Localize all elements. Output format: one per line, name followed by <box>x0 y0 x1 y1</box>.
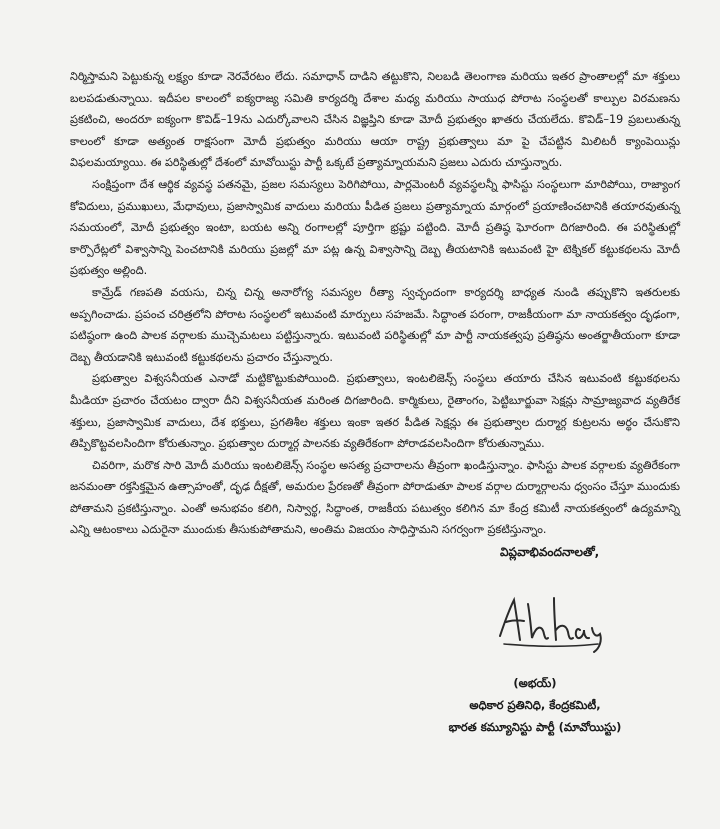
body-paragraph-2: సంక్షిప్తంగా దేశ ఆర్థిక వ్యవస్థ పతనమై, ప్రజల సమస్యలు పెరిగిపోయి, పార్లమెంటరీ వ్యవస్థలన్నీ ఫాసిస్టు సంస్థలుగా మారిపోయి, రాజ్యాంగ కోవిదులు, ప్రముఖులు, మేధావులు, ప్రజాస్వామిక వాదులు మరియు పీడిత ప్రజలు ప్రత్యామ్నాయ మార్గంలో ప్రయాణించటానికి తయారవుతున్న సమయంలో, మోదీ ప్రభుత్వం ఇంటా, బయట అన్ని రంగాలల్లో పూర్తిగా భ్రష్టు పట్టింది. మోదీ ప్రతిష్ఠ ఘోరంగా దిగజారింది. ఈ పరిస్థితుల్లో కార్పొరేట్లలో విశ్వాసాన్ని పెంచటానికి మరియు ప్రజల్లో మా పట్ల ఉన్న విశ్వాసాన్ని దెబ్బ తీయటానికి ఇటువంటి హై టెక్నికల్ కట్టుకథలను మోదీ ప్రభుత్వం అల్లింది. <box>70 177 680 278</box>
signatory-block <box>420 672 650 738</box>
body-paragraph-3: కామ్రేడ్ గణపతి వయసు, చిన్న చిన్న అనారోగ్య సమస్యల రీత్యా స్వచ్ఛందంగా కార్యదర్శి బాధ్యత నుండి తప్పుకొని ఇతరులకు అప్పగించాడు. ప్రపంచ చరిత్రలోని పోరాట సంస్థలలో ఇటువంటి మార్పులు సహజమే. సిద్ధాంత పరంగా, రాజకీయంగా మా నాయకత్వం దృఢంగా, పటిష్ఠంగా ఉంది పాలక వర్గాలకు ముచ్చెమటలు పట్టిస్తున్నారు. ఇటువంటి పరిస్థితుల్లో మా పార్టీ నాయకత్వపు ప్రతిష్ఠను అంతర్జాతీయంగా కూడా దెబ్బ తీయడానికి ఇటువంటి కట్టుకథలను ప్రచారం చేస్తున్నారు. <box>70 285 680 364</box>
handwritten-signature <box>490 588 610 662</box>
closing-salutation: విప్లవాభివందనాలతో, <box>500 545 600 559</box>
signatory-organization: భారత కమ్యూనిస్టు పార్టీ (మావోయిస్టు) <box>448 720 622 734</box>
signatory-designation: అధికార ప్రతినిధి, కేంద్రకమిటీ, <box>469 698 601 712</box>
body-paragraph-1: నిర్మిస్తామని పెట్టుకున్న లక్ష్యం కూడా నెరవేరటం లేదు. సమాధాన్ దాడిని తట్టుకొని, నిలబడి తెలంగాణ మరియు ఇతర ప్రాంతాలల్లో మా శక్తులు బలపడుతున్నాయి. ఇదీపల కాలంలో ఐక్యరాజ్య సమితి కార్యదర్శి దేశాల మధ్య మరియు సాయుధ పోరాట సంస్థలతో కాల్పుల విరమణను ప్రకటించి, అందరూ ఐక్యంగా కొవిడ్–19ను ఎదుర్కోవాలని చేసిన విజ్ఞప్తిని కూడా మోదీ ప్రభుత్వం ఖాతరు చేయలేదు. కొవిడ్–19 ప్రబలుతున్న కాలంలో కూడా అత్యంత రాక్షసంగా మోదీ ప్రభుత్వం మరియు ఆయా రాష్ట్ర ప్రభుత్వాలు మా పై చేపట్టిన మిలిటరీ క్యాంపెయిన్లు విఫలమయ్యాయి. ఈ పరిస్థితుల్లో దేశంలో మావోయిస్టు పార్టీ ఒక్కటే ప్రత్యామ్నాయమని ప్రజలు ఎదురు చూస్తున్నారు. <box>70 70 680 170</box>
body-paragraph-5: చివరిగా, మరొక సారి మోదీ మరియు ఇంటలిజెన్స్ సంస్థల అసత్య ప్రచారాలను తీవ్రంగా ఖండిస్తున్నాం. ఫాసిస్టు పాలక వర్గాలకు వ్యతిరేకంగా జనమంతా రక్తసిక్తమైన ఉత్సాహంతో, దృఢ దీక్షతో, అమరుల ప్రేరణతో తీవ్రంగా పోరాడుతూ పాలక వర్గాల దుర్మార్గాలను ధ్వంసం చేస్తూ ముందుకు పోతామని ప్రకటిస్తున్నాం. ఎంతో అనుభవం కలిగి, నిస్వార్థ, సిద్ధాంత, రాజకీయ పటుత్వం కలిగిన మా కేంద్ర కమిటీ నాయకత్వంలో ఉద్యమాన్ని ఎన్ని ఆటంకాలు ఎదురైనా ముందుకు తీసుకుపోతామని, అంతిమ విజయం సాధిస్తామని సగర్వంగా ప్రకటిస్తున్నాం. <box>70 458 680 537</box>
body-paragraph-4: ప్రభుత్వాల విశ్వసనీయత ఎనాడో మట్టికొట్టుకుపోయింది. ప్రభుత్వాలు, ఇంటలిజెన్స్ సంస్థలు తయారు చేసిన ఇటువంటి కట్టుకథలను మీడియా ప్రచారం చేయటం ద్వారా దీని విశ్వసనీయత మరింత దిగజారింది. కార్మికులు, రైతాంగం, పెట్టిబూర్జువా సెక్షన్లు సామ్రాజ్యవాద వ్యతిరేక శక్తులు, ప్రజాస్వామిక వాదులు, దేశ భక్తులు, ప్రగతిశీల శక్తులు ఇంకా ఇతర పీడిత సెక్షన్లు ఈ ప్రభుత్వాల దుర్మార్గ కుట్రలను అర్థం చేసుకొని తిప్పికొట్టవలసిందిగా కోరుతున్నాం. ప్రభుత్వాల దుర్మార్గ పాలనకు వ్యతిరేకంగా పోరాడవలసిందిగా కోరుతున్నాము. <box>70 372 680 451</box>
signatory-name: (అభయ్) <box>513 676 557 690</box>
